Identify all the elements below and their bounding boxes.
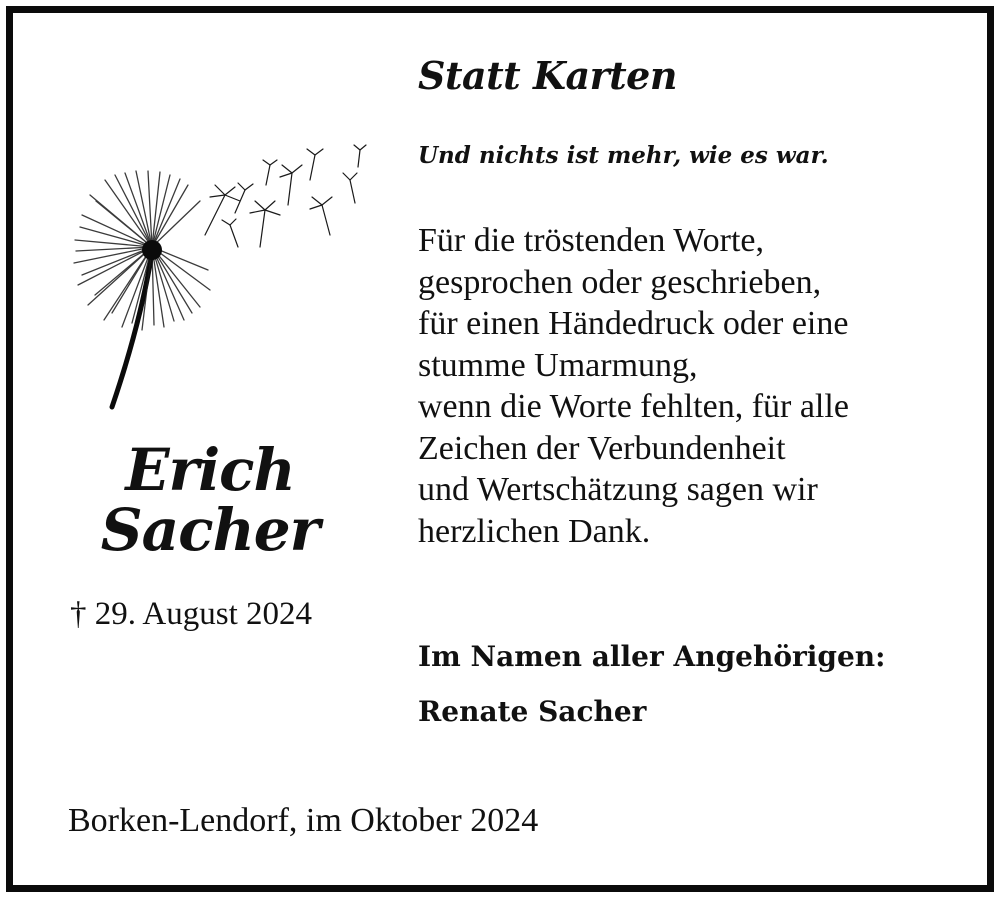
text-line: herzlichen Dank. (418, 512, 651, 550)
first-name: Erich (125, 436, 295, 504)
text-line: Für die tröstenden Worte, (418, 222, 765, 259)
signer-name: Renate Sacher (418, 695, 647, 728)
death-date: † 29. August 2024 (70, 596, 313, 632)
thanks-text (418, 220, 978, 552)
notice-subheading: Und nichts ist mehr, wie es war. (418, 142, 829, 169)
deceased-name (60, 436, 360, 564)
text-line: gesprochen oder geschrieben, (418, 263, 822, 301)
text-line: für einen Händedruck oder eine (418, 305, 849, 342)
text-line: stumme Umarmung, (418, 346, 698, 384)
closing-line: Im Namen aller Angehörigen: (418, 640, 886, 673)
dandelion-icon (60, 135, 380, 415)
notice-heading: Statt Karten (418, 53, 677, 98)
last-name: Sacher (100, 496, 320, 564)
text-line: und Wertschätzung sagen wir (418, 471, 818, 508)
place-date: Borken-Lendorf, im Oktober 2024 (68, 802, 539, 839)
text-line: wenn die Worte fehlten, für alle (418, 388, 849, 425)
text-line: Zeichen der Verbundenheit (418, 429, 786, 467)
